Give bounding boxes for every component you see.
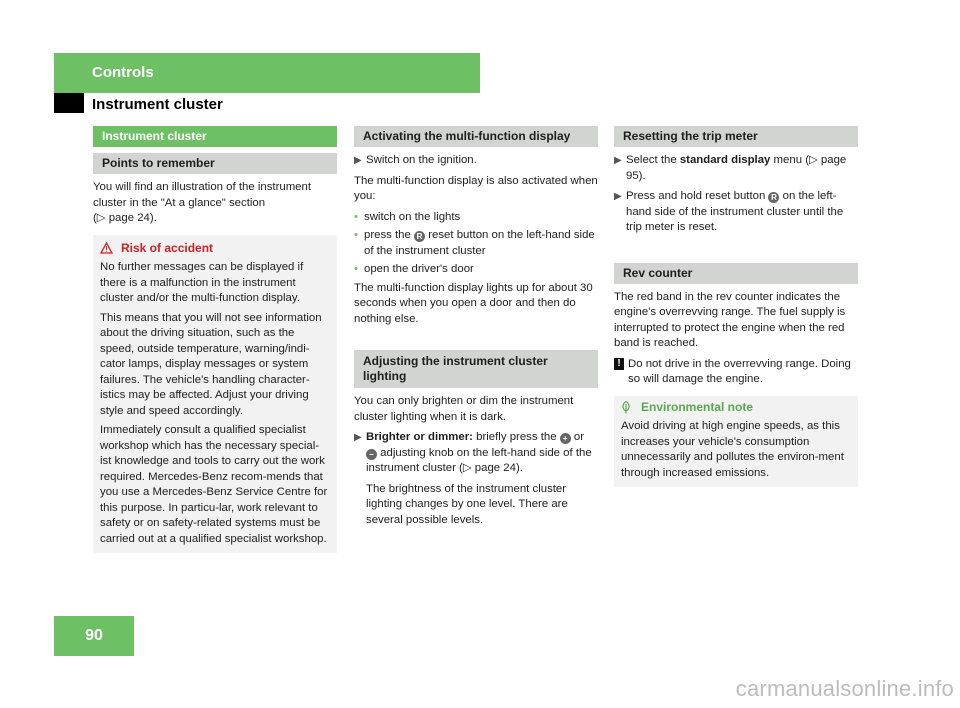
step-arrow-icon: ▶: [354, 432, 362, 443]
brightness-note: The brightness of the instrument cluster lighting changes by one level. There are several possible levels.: [366, 482, 568, 526]
watermark: carmanualsonline.info: [735, 676, 954, 701]
page-number: 90: [54, 616, 134, 656]
bullet-lights: • switch on the lights: [354, 210, 598, 226]
step-arrow-icon: ▶: [614, 155, 622, 166]
heading-activating-display: Activating the multi-function display: [354, 126, 598, 147]
warning-title: Risk of accident: [100, 241, 330, 257]
heading-resetting-trip-meter: Resetting the trip meter: [614, 126, 858, 147]
step-switch-ignition: ▶ Switch on the ignition.: [354, 153, 598, 169]
heading-points-to-remember: Points to remember: [93, 153, 337, 174]
heading-adjusting-lighting: Adjusting the instrument cluster lighting: [354, 350, 598, 388]
minus-button-icon: −: [366, 449, 377, 460]
warning-box: [93, 235, 337, 554]
notice-icon: !: [614, 358, 624, 370]
section-title: Controls: [92, 64, 154, 81]
leaf-icon: [621, 401, 631, 414]
environmental-note-text: Avoid driving at high engine speeds, as this increases your vehicle's consumption unnecessarily and pollutes the environ-ment through increased emissions.: [621, 420, 844, 479]
plus-button-icon: +: [560, 433, 571, 444]
step-arrow-icon: ▶: [614, 191, 622, 202]
rev-counter-text: The red band in the rev counter indicates the engine's overrevving range. The fuel supply is interrupted to protect the engine when the red band is reached.: [614, 290, 846, 349]
page-reference[interactable]: (▷ page 24).: [93, 212, 157, 224]
environmental-note-title: Environmental note: [621, 400, 851, 416]
lights-up-text: The multi-function display lights up for about 30 seconds when you open a door and then do nothing else.: [354, 281, 593, 325]
damage-notice: ! Do not drive in the overrevving range. Doing so will damage the engine.: [614, 357, 858, 388]
heading-instrument-cluster: Instrument cluster: [93, 126, 337, 147]
warning-triangle-icon: [100, 242, 113, 254]
step-select-standard-display: ▶ Select the standard display menu (▷ page 95).: [614, 154, 847, 182]
warning-paragraph-1: No further messages can be displayed if there is a malfunction in the instrument cluster and/or the multi-function display.: [100, 261, 304, 304]
reset-button-icon: R: [768, 192, 779, 203]
subsection-marker: [54, 93, 84, 113]
column-1: [93, 126, 337, 553]
column-2: [354, 126, 598, 532]
subsection-title: Instrument cluster: [92, 96, 223, 113]
also-activated-text: The multi-function display is also activated when you:: [354, 174, 598, 202]
adjust-intro-text: You can only brighten or dim the instrument cluster lighting when it is dark.: [354, 395, 574, 423]
environmental-note-box: [614, 396, 858, 488]
intro-text: You will find an illustration of the instrument cluster in the "At a glance" section (▷ page 24).: [93, 181, 312, 224]
bullet-reset-button: • press the R reset button on the left-hand side of the instrument cluster: [354, 228, 598, 259]
reset-button-icon: R: [414, 231, 425, 242]
warning-paragraph-3: Immediately consult a qualified specialist workshop which has the necessary special-ist knowledge and tools to carry out the work required. Mercedes-Benz recom-mends that you use a Mercedes-Benz Service Centre for this purpose. In particu-lar, work relevant to safety or on safety-related systems must be carried out at a qualified specialist workshop.: [100, 424, 328, 545]
heading-rev-counter: Rev counter: [614, 263, 858, 284]
step-brighter-dimmer: ▶ Brighter or dimmer: briefly press the + or − adjusting knob on the left-hand side of the instrument cluster (▷ page 24).: [354, 431, 592, 474]
step-arrow-icon: ▶: [354, 155, 362, 166]
column-3: [614, 126, 858, 487]
step-press-reset: ▶ Press and hold reset button R on the left-hand side of the instrument cluster until the trip meter is reset.: [614, 190, 844, 233]
warning-paragraph-2: This means that you will not see information about the driving situation, such as the speed, outside temperature, warning/indi-cator lamps, display messages or system failures. The vehicle's handling character-istics may be affected. Adjust your driving style and speed accordingly.: [100, 311, 322, 417]
bullet-drivers-door: • open the driver's door: [354, 262, 598, 278]
